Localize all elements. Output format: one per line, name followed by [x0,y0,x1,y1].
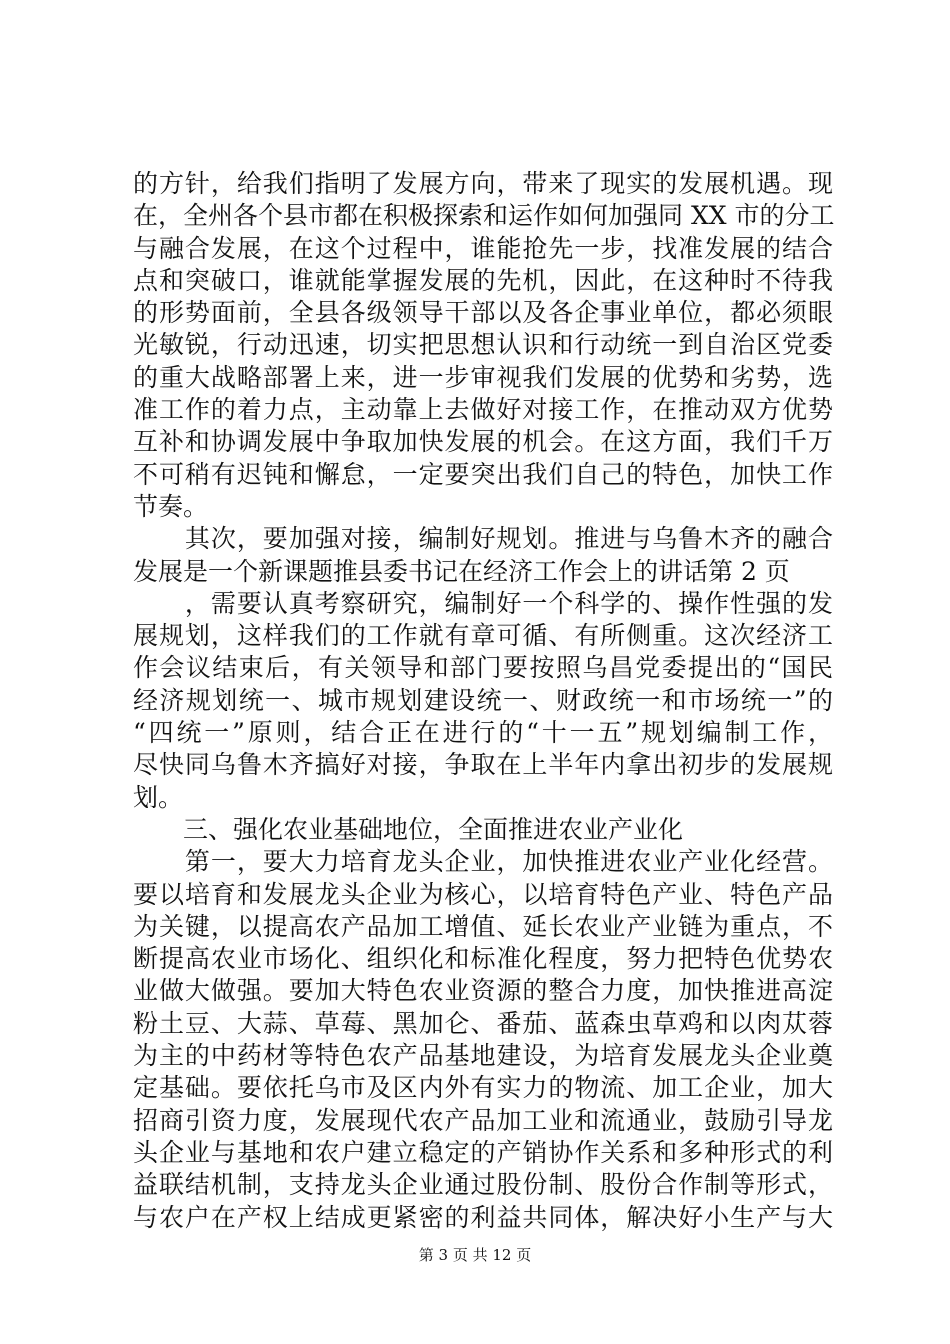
text-line: 第一，要大力培育龙头企业，加快推进农业产业化经营。 [133,847,833,877]
text-line: 要以培育和发展龙头企业为核心，以培育特色产业、特色产品 [133,879,833,909]
text-line: 准工作的着力点，主动靠上去做好对接工作，在推动双方优势 [133,395,833,425]
text-line: 划。 [133,782,184,812]
text-line: 与融合发展，在这个过程中，谁能抢先一步，找准发展的结合 [133,233,833,263]
text-line: 其次，要加强对接，编制好规划。推进与乌鲁木齐的融合 [133,524,833,554]
text-line: 招商引资力度，发展现代农产品加工业和流通业，鼓励引导龙 [133,1105,833,1135]
text-line: 定基础。要依托乌市及区内外有实力的物流、加工企业，加大 [133,1073,833,1103]
text-line: 与农户在产权上结成更紧密的利益共同体，解决好小生产与大 [133,1202,833,1232]
text-line: 作会议结束后，有关领导和部门要按照乌昌党委提出的“国民 [133,653,833,683]
text-line: 尽快同乌鲁木齐搞好对接，争取在上半年内拿出初步的发展规 [133,750,833,780]
text-line: 为关键，以提高农产品加工增值、延长农业产业链为重点，不 [133,911,833,941]
text-line: 头企业与基地和农户建立稳定的产销协作关系和多种形式的利 [133,1137,833,1167]
text-line: 点和突破口，谁就能掌握发展的先机，因此，在这种时不待我 [133,265,833,295]
text-line: 的形势面前，全县各级领导干部以及各企事业单位，都必须眼 [133,298,833,328]
text-line: 为主的中药材等特色农产品基地建设，为培育发展龙头企业奠 [133,1041,833,1071]
text-line: 展规划，这样我们的工作就有章可循、有所侧重。这次经济工 [133,621,833,651]
page-number: 第 3 页 共 12 页 [418,1246,532,1264]
text-line: 断提高农业市场化、组织化和标准化程度，努力把特色优势农 [133,944,833,974]
text-line: 光敏锐，行动迅速，切实把思想认识和行动统一到自治区党委 [133,330,833,360]
document-body [133,168,833,1234]
text-line: 在，全州各个县市都在积极探索和运作如何加强同 XX 市的分工 [133,201,835,231]
text-line: 业做大做强。要加大特色农业资源的整合力度，加快推进高淀 [133,976,833,1006]
text-line: 节奏。 [133,491,209,521]
text-line: 的重大战略部署上来，进一步审视我们发展的优势和劣势，选 [133,362,833,392]
text-line: 粉土豆、大蒜、草莓、黑加仑、番茄、蓝森虫草鸡和以肉苁蓉 [133,1008,833,1038]
text-line: 的方针，给我们指明了发展方向，带来了现实的发展机遇。现 [133,169,833,198]
section-heading: 三、强化农业基础地位，全面推进农业产业化 [133,814,684,844]
text-line: “四统一”原则，结合正在进行的“十一五”规划编制工作， [133,718,833,748]
text-line: 经济规划统一、城市规划建设统一、财政统一和市场统一”的 [133,685,833,715]
text-line: ，需要认真考察研究，编制好一个科学的、操作性强的发 [133,588,833,618]
text-line: 不可稍有迟钝和懈怠，一定要突出我们自己的特色，加快工作 [133,459,833,489]
text-line: 发展是一个新课题推县委书记在经济工作会上的讲话第 2 页 [133,556,790,586]
text-line: 互补和协调发展中争取加快发展的机会。在这方面，我们千万 [133,427,833,457]
text-line: 益联结机制，支持龙头企业通过股份制、股份合作制等形式， [133,1170,833,1200]
